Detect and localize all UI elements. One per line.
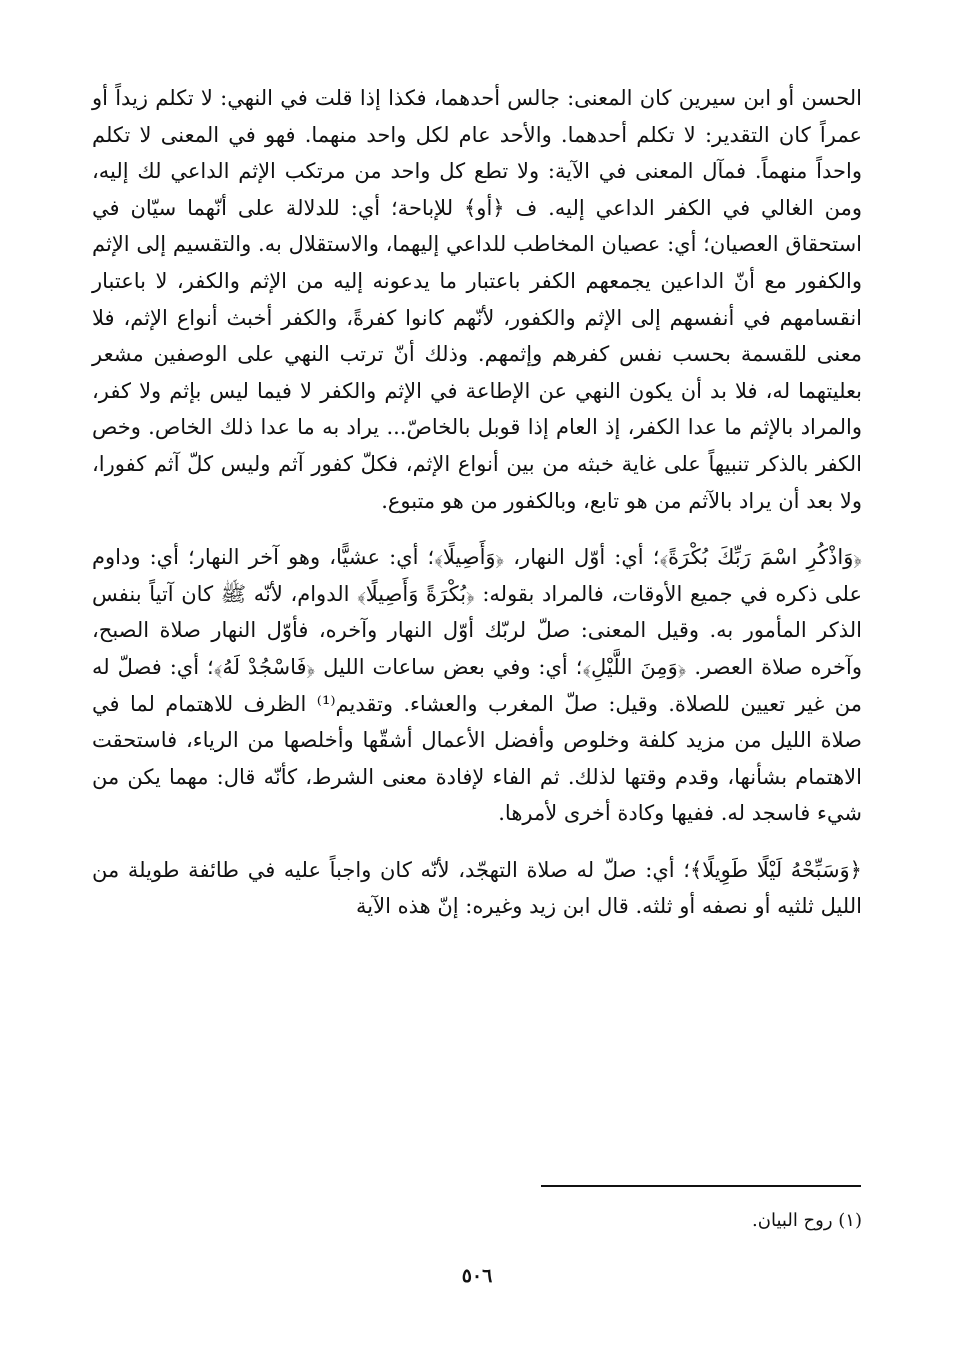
main-text (92, 80, 862, 925)
footnote: (١) روح البيان. (752, 1210, 862, 1231)
footnote-divider (541, 1185, 861, 1187)
paragraph-1: الحسن أو ابن سيرين كان المعنى: جالس أحدهما، فكذا إذا قلت في النهي: لا تكلم زيداً أو عمراً كان التقدير: لا تكلم أحدهما. والأحد عام لكل واحد منهما. فهو في المعنى لا تكلم واحداً منهماً. فمآل المعنى في الآية: ولا تطع كل واحد من مرتكب الإثم الداعي لك إليه، ومن الغالي في الكفر الداعي إليه. ف ﴿أو﴾ للإباحة؛ أي: للدلالة على أنّهما سيّان في استحقاق العصيان؛ أي: عصيان المخاطب للداعي إليهما، والاستقلال به. والتقسيم إلى الإثم والكفور مع أنّ الداعين يجمعهم الكفر باعتبار ما يدعونه إليه من الإثم والكفر، لا باعتبار انقسامهم في أنفسهم إلى الإثم والكفور، لأنّهم كانوا كفرةً، والكفر أخبث أنواع الإثم، فلا معنى للقسمة بحسب نفس كفرهم وإثمهم. وذلك أنّ ترتب النهي على الوصفين مشعر بعليتهما له، فلا بد أن يكون النهي عن الإطاعة في الإثم والكفر لا فيما ليس بإثم ولا كفر، والمراد بالإثم ما عدا الكفر، إذ العام إذا قوبل بالخاصّ... يراد به ما عدا ذلك الخاص. وخص الكفر بالذكر تنبيهاً على غاية خبثه من بين أنواع الإثم، فكلّ كفور آثم وليس كلّ آثم كفورا، ولا بعد أن يراد بالآثم من هو تابع، وبالكفور من هو متبوع. (92, 86, 862, 513)
page-number: ٥٠٦ (461, 1265, 493, 1287)
paragraph-2: ﴿وَاذْكُرِ اسْمَ رَبِّكَ بُكْرَةً﴾؛ أي: أوّل النهار، ﴿وَأَصِيلًا﴾؛ أي: عشيًّا، وهو آخر النهار؛ أي: وداوم على ذكره في جميع الأوقات، فالمراد بقوله: ﴿بُكْرَةً وَأَصِيلًا﴾ الدوام، لأنّه ﷺ كان آتياً بنفس الذكر المأمور به. وقيل المعنى: صلّ لربّك أوّل النهار وآخره، فأوّل النهار صلاة الصبح، وآخره صلاة العصر. ﴿وَمِنَ اللَّيْلِ﴾؛ أي: وفي بعض ساعات الليل ﴿فَاسْجُدْ لَهُ﴾؛ أي: فصلّ له من غير تعيين للصلاة. وقيل: صلّ المغرب والعشاء. وتقديم⁽¹⁾ الظرف للاهتمام لما في صلاة الليل من مزيد كلفة وخلوص وأفضل الأعمال أشقّها وأخلصها من الرياء، فاستحقت الاهتمام بشأنها، وقدم وقتها لذلك. ثم الفاء لإفادة معنى الشرط، كأنّه قال: مهما يكن من شيء فاسجد له. ففيها وكادة أخرى لأمرها. (92, 545, 862, 826)
paragraph-3: ﴿وَسَبِّحْهُ لَيْلًا طَوِيلًا﴾؛ أي: صلّ له صلاة التهجّد، لأنّه كان واجباً عليه في طائفة طويلة من الليل ثلثيه أو نصفه أو ثلثه. قال ابن زيد وغيره: إنّ هذه الآية (92, 857, 862, 919)
